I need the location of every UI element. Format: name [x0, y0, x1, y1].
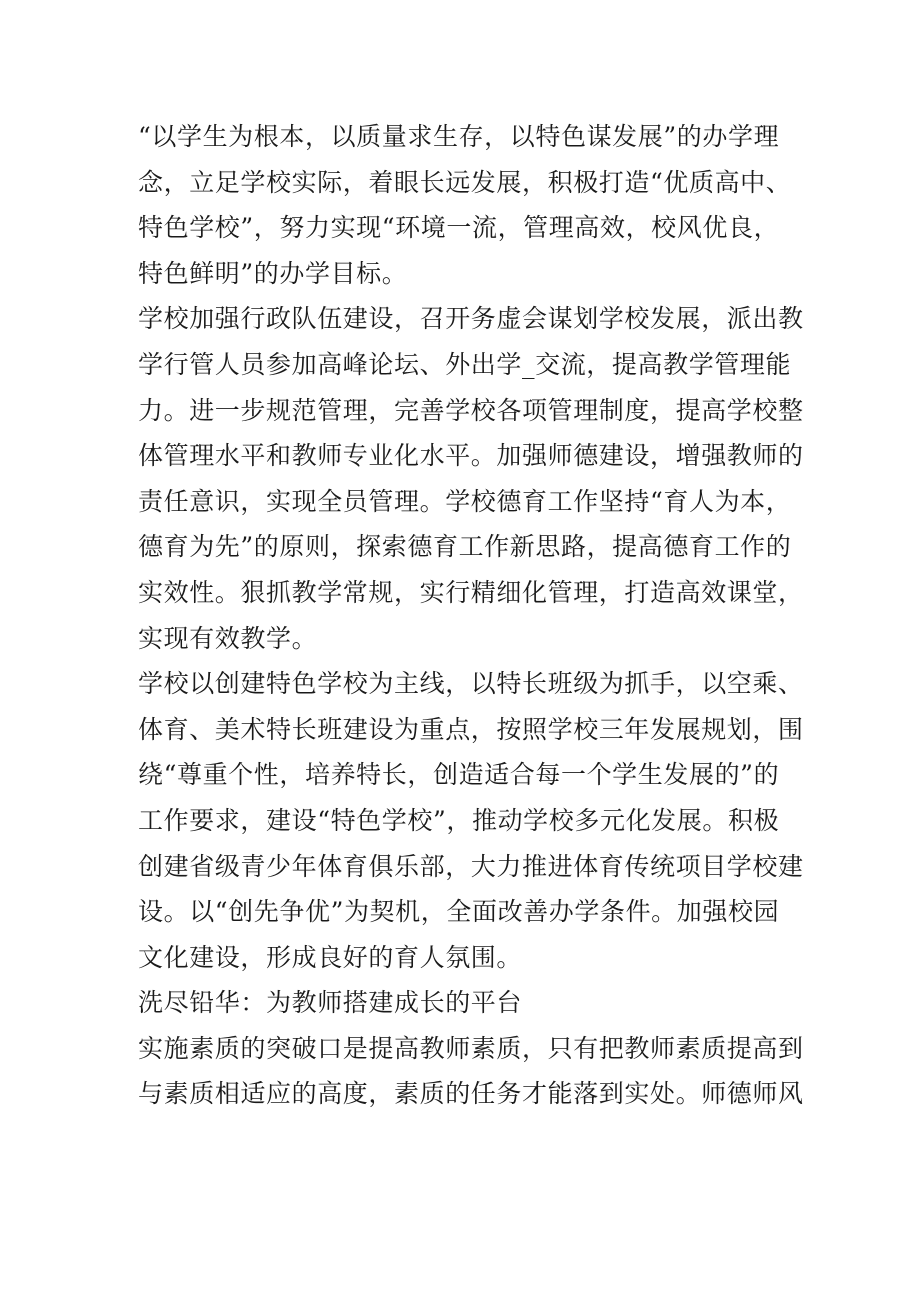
text-line: 学校以创建特色学校为主线，以特长班级为抓手，以空乘、	[138, 669, 804, 699]
text-line: 学校加强行政队伍建设，召开务虚会谋划学校发展，派出教	[138, 304, 804, 334]
text-line: 设。以“创先争优”为契机，全面改善办学条件。加强校园	[138, 897, 780, 927]
text-line: 力。进一步规范管理，完善学校各项管理制度，提高学校整	[138, 395, 804, 425]
text-line: 责任意识，实现全员管理。学校德育工作坚持“育人为本，	[138, 486, 792, 516]
section-heading: 洗尽铅华：为教师搭建成长的平台	[138, 988, 523, 1018]
text-line: 体管理水平和教师专业化水平。加强师德建设，增强教师的	[138, 441, 804, 471]
text-line: 实现有效教学。	[138, 623, 318, 653]
text-line: 学行管人员参加高峰论坛、外出学_交流，提高教学管理能	[138, 349, 792, 379]
text-line: 体育、美术特长班建设为重点，按照学校三年发展规划，围	[138, 714, 804, 744]
text-line: 工作要求，建设“特色学校”，推动学校多元化发展。积极	[138, 805, 780, 835]
text-line: 特色学校”，努力实现“环境一流，管理高效，校风优良，	[138, 213, 780, 243]
text-line: 与素质相适应的高度，素质的任务才能落到实处。师德师风	[138, 1079, 804, 1109]
text-line: 实施素质的突破口是提高教师素质，只有把教师素质提高到	[138, 1033, 804, 1063]
text-line: 绕“尊重个性，培养特长，创造适合每一个学生发展的”的	[138, 760, 780, 790]
text-line: “以学生为根本，以质量求生存，以特色谋发展”的办学理	[138, 122, 780, 151]
text-line: 文化建设，形成良好的育人氛围。	[138, 942, 523, 972]
document-body	[138, 114, 804, 1117]
text-line: 德育为先”的原则，探索德育工作新思路，提高德育工作的	[138, 532, 792, 562]
text-line: 创建省级青少年体育俱乐部，大力推进体育传统项目学校建	[138, 851, 804, 881]
text-line: 特色鲜明”的办学目标。	[138, 258, 408, 288]
text-line: 实效性。狠抓教学常规，实行精细化管理，打造高效课堂，	[138, 577, 804, 607]
text-line: 念，立足学校实际，着眼长远发展，积极打造“优质高中、	[138, 167, 792, 197]
